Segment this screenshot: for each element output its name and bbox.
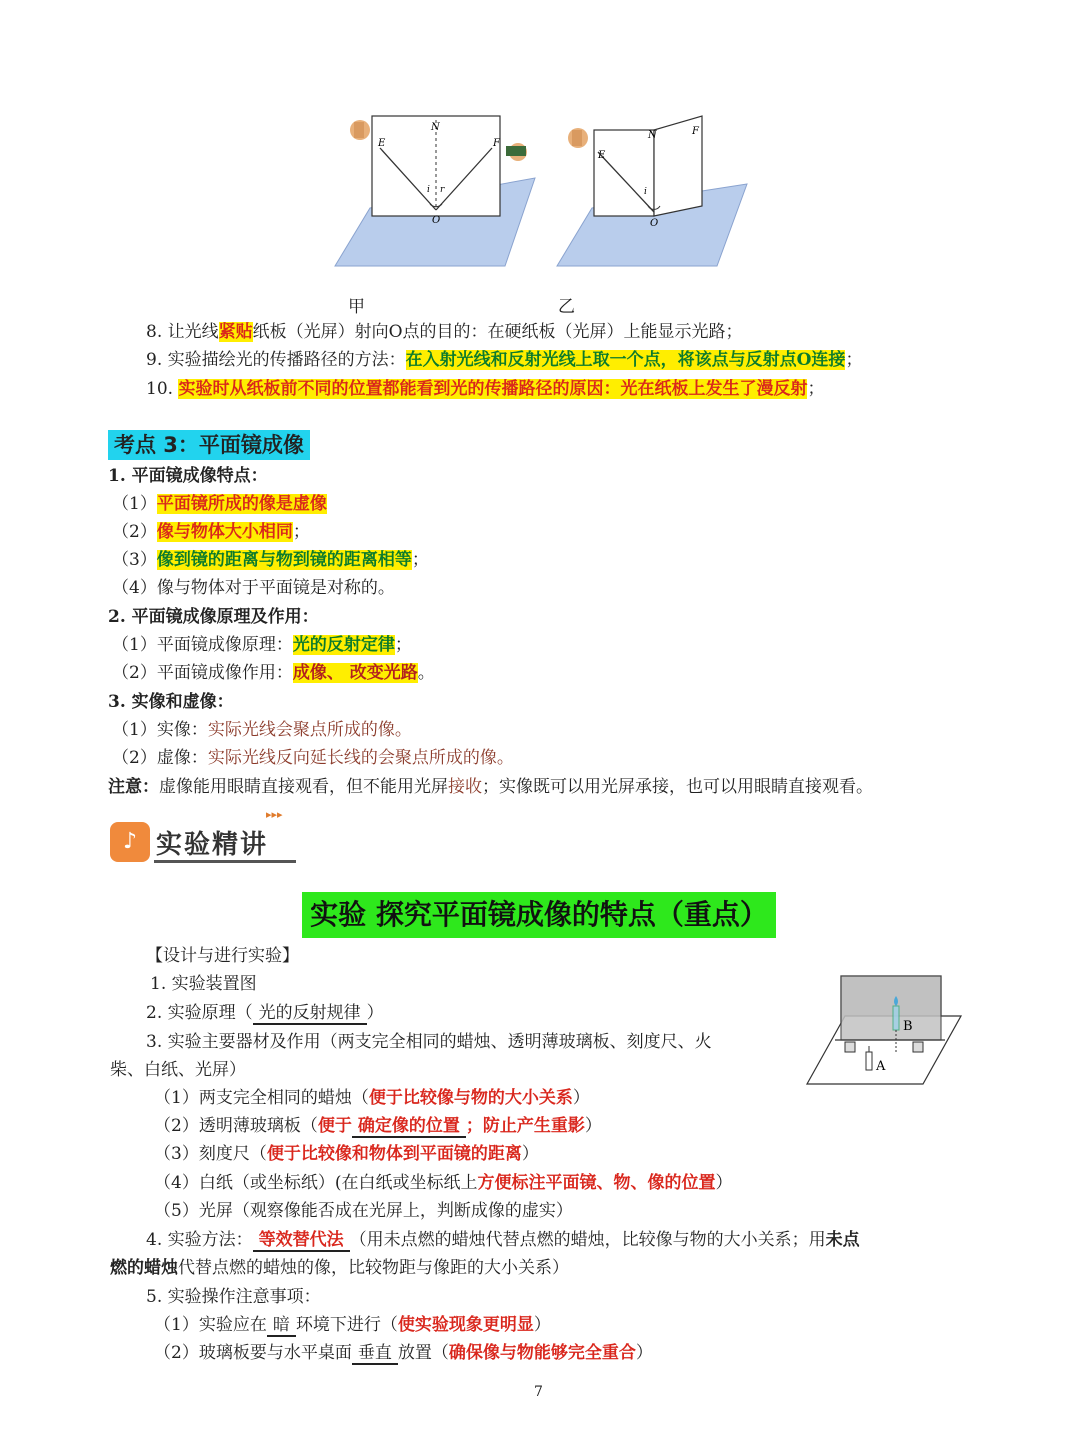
bell-icon: ♪: [110, 822, 150, 862]
step-1: 1. 实验装置图: [150, 974, 257, 994]
material-2: （2）透明薄玻璃板（便于 确定像的位置 ；防止产生重影）: [154, 1116, 602, 1136]
label-i: i: [644, 187, 647, 197]
notice-1: （1）实验应在 暗 环境下进行（使实验现象更明显）: [154, 1315, 551, 1335]
step-3-line1: 3. 实验主要器材及作用（两支完全相同的蜡烛、透明薄玻璃板、刻度尺、火: [146, 1032, 712, 1052]
experiment-title: 实验 探究平面镜成像的特点（重点）: [302, 892, 776, 938]
material-5: （5）光屏（观察像能否成在光屏上，判断成像的虚实）: [154, 1201, 573, 1221]
label-i: i: [427, 185, 430, 195]
principle-2: （2）平面镜成像作用：成像、 改变光路。: [112, 663, 435, 683]
label-n: N: [431, 122, 440, 133]
badge-dots: ▸▸▸: [266, 808, 283, 821]
step-2: 2. 实验原理（ 光的反射规律 ）: [146, 1003, 384, 1023]
label-f: F: [493, 138, 500, 149]
material-1: （1）两支完全相同的蜡烛（便于比较像与物的大小关系）: [154, 1088, 590, 1108]
feature-4: （4）像与物体对于平面镜是对称的。: [112, 578, 395, 598]
feature-1: （1）平面镜所成的像是虚像: [112, 494, 327, 514]
item-10: 10. 实验时从纸板前不同的位置都能看到光的传播路径的原因：光在纸板上发生了漫反射；: [146, 379, 825, 399]
step-5: 5. 实验操作注意事项：: [146, 1287, 321, 1307]
label-a: A: [876, 1059, 886, 1074]
design-heading: 【设计与进行实验】: [146, 946, 299, 966]
section-heading: 考点 3：平面镜成像: [108, 430, 310, 460]
item-8: 8. 让光线紧贴纸板（光屏）射向O点的目的：在硬纸板（光屏）上能显示光路；: [146, 322, 743, 342]
material-4: （4）白纸（或坐标纸）(在白纸或坐标纸上方便标注平面镜、物、像的位置）: [154, 1173, 733, 1193]
reflection-figure-yi: [552, 108, 752, 270]
label-n: N: [648, 130, 657, 141]
step-4-line2: 燃的蜡烛代替点燃的蜡烛的像，比较物距与像距的大小关系）: [110, 1258, 569, 1278]
label-e: E: [378, 138, 386, 149]
real-image-def: （1）实像：实际光线会聚点所成的像。: [112, 720, 412, 740]
notice-2: （2）玻璃板要与水平桌面 垂直 放置（确保像与物能够完全重合）: [154, 1343, 653, 1363]
label-o: O: [432, 215, 441, 226]
badge-title: 实验精讲: [156, 830, 269, 860]
feature-2: （2）像与物体大小相同；: [112, 522, 310, 542]
label-b: B: [903, 1019, 913, 1034]
item-9: 9. 实验描绘光的传播路径的方法：在入射光线和反射光线上取一个点，将该点与反射点O连接；: [146, 350, 863, 370]
page-number: 7: [534, 1384, 543, 1400]
subheading-principle: 2. 平面镜成像原理及作用：: [108, 607, 319, 627]
principle-1: （1）平面镜成像原理：光的反射定律；: [112, 635, 412, 655]
step-3-line2: 柴、白纸、光屏）: [110, 1060, 246, 1080]
label-o: O: [650, 218, 659, 229]
label-f: F: [692, 126, 699, 137]
figure-caption-jia: 甲: [348, 297, 365, 317]
reflection-figure-jia: [330, 108, 550, 270]
label-e: E: [598, 150, 606, 161]
apparatus-figure: [805, 972, 965, 1088]
note: 注意：虚像能用眼睛直接观看，但不能用光屏接收；实像既可以用光屏承接，也可以用眼睛直接观看。: [108, 777, 873, 797]
label-r: r: [440, 185, 445, 195]
material-3: （3）刻度尺（便于比较像和物体到平面镜的距离）: [154, 1144, 539, 1164]
figure-caption-yi: 乙: [558, 297, 575, 317]
step-4-line1: 4. 实验方法： 等效替代法 （用未点燃的蜡烛代替点燃的蜡烛，比较像与物的大小关系；用未点: [146, 1230, 860, 1250]
feature-3: （3）像到镜的距离与物到镜的距离相等；: [112, 550, 429, 570]
experiment-badge: [110, 808, 300, 864]
subheading-real-virtual: 3. 实像和虚像：: [108, 692, 234, 712]
subheading-features: 1. 平面镜成像特点：: [108, 466, 268, 486]
virtual-image-def: （2）虚像：实际光线反向延长线的会聚点所成的像。: [112, 748, 514, 768]
